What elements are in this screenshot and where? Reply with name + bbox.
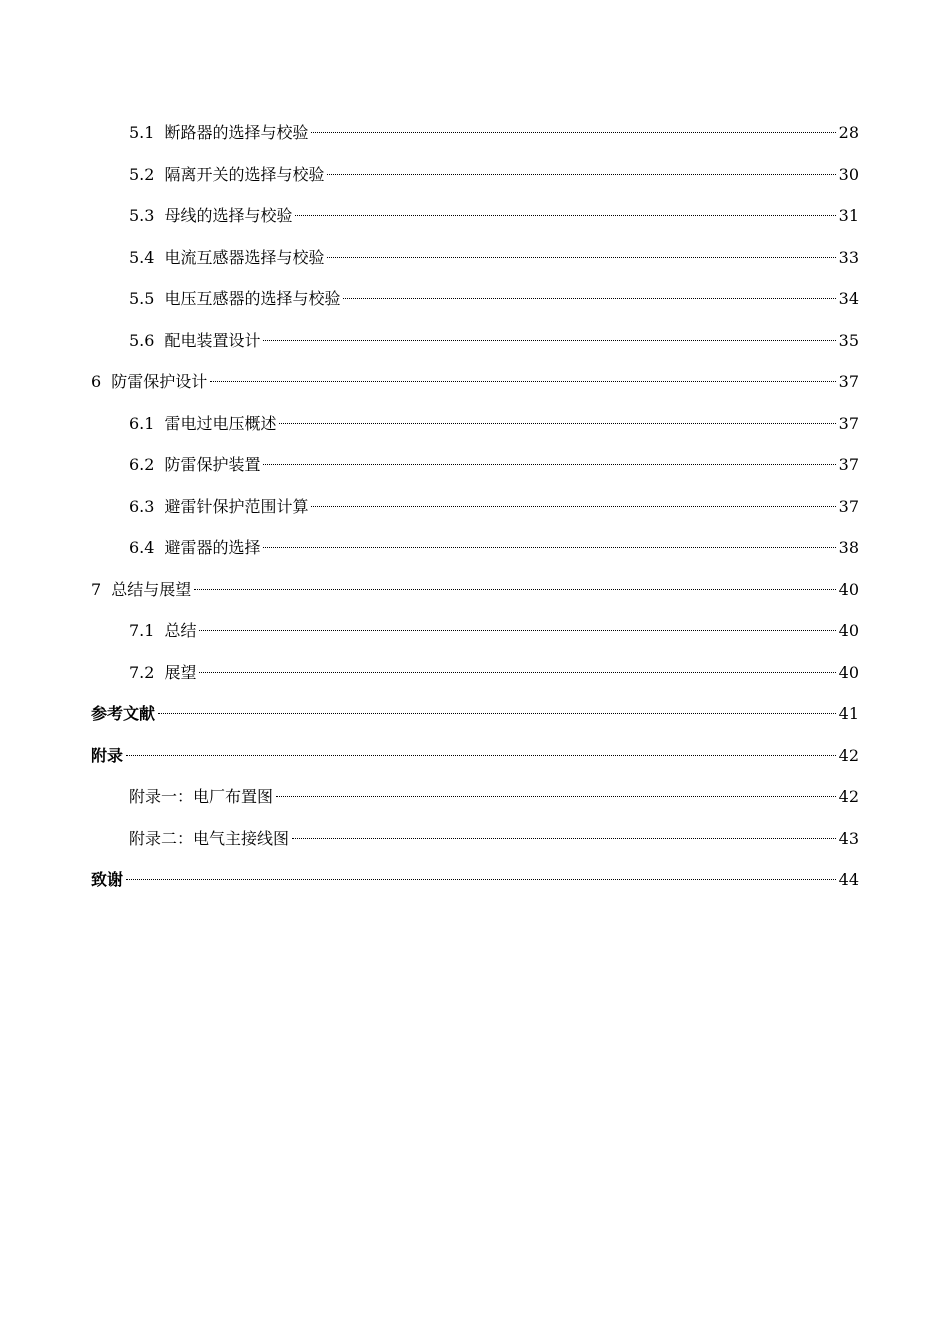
toc-entry-title: 电压互感器的选择与校验 — [164, 289, 341, 308]
toc-entry-title: 断路器的选择与校验 — [164, 123, 309, 142]
toc-entry-page-number: 31 — [838, 206, 859, 225]
toc-dot-leader — [292, 838, 836, 839]
toc-entry[interactable] — [91, 444, 859, 486]
toc-entry-page-number: 37 — [838, 455, 859, 474]
toc-entry-title: 雷电过电压概述 — [164, 413, 277, 433]
toc-entry-title: 致谢 — [91, 870, 124, 889]
toc-entry-page-number: 37 — [838, 496, 859, 516]
toc-entry[interactable] — [91, 569, 859, 611]
toc-entry-title: 电流互感器选择与校验 — [164, 247, 325, 267]
toc-dot-leader — [199, 672, 835, 673]
toc-entry[interactable] — [91, 403, 859, 445]
table-of-contents — [91, 112, 859, 901]
toc-entry[interactable] — [91, 776, 859, 818]
toc-entry-page-number: 37 — [838, 413, 859, 433]
toc-dot-leader — [263, 547, 835, 548]
toc-entry-title: 母线的选择与校验 — [164, 206, 293, 225]
toc-entry-number: 5.4 — [129, 247, 155, 267]
toc-dot-leader — [126, 755, 836, 756]
toc-entry-number: 7 — [91, 579, 102, 599]
toc-entry-number: 5.5 — [129, 289, 155, 308]
toc-entry-page-number: 30 — [838, 164, 859, 184]
toc-dot-leader — [263, 340, 835, 341]
toc-dot-leader — [327, 257, 835, 258]
toc-entry-number: 5.6 — [129, 330, 155, 350]
toc-entry[interactable] — [91, 361, 859, 403]
toc-entry[interactable] — [91, 610, 859, 652]
toc-entry-number: 7.2 — [129, 662, 155, 682]
toc-entry-number: 6.3 — [129, 496, 155, 516]
toc-entry-number: 7.1 — [129, 621, 155, 640]
toc-entry-page-number: 42 — [838, 745, 859, 765]
toc-entry-number: 6.2 — [129, 455, 155, 474]
toc-entry[interactable] — [91, 859, 859, 901]
toc-entry-title: 附录二：电气主接线图 — [129, 828, 290, 848]
toc-entry[interactable] — [91, 320, 859, 362]
toc-dot-leader — [327, 174, 835, 175]
toc-dot-leader — [276, 796, 836, 797]
toc-entry[interactable] — [91, 195, 859, 237]
toc-dot-leader — [279, 423, 835, 424]
toc-entry-number: 6 — [91, 372, 102, 391]
toc-entry-number: 5.1 — [129, 123, 155, 142]
toc-entry-title: 避雷针保护范围计算 — [164, 496, 309, 516]
toc-entry-page-number: 44 — [838, 870, 859, 889]
toc-entry[interactable] — [91, 278, 859, 320]
toc-entry-page-number: 40 — [838, 621, 859, 640]
toc-entry[interactable] — [91, 237, 859, 279]
toc-entry[interactable] — [91, 818, 859, 860]
toc-entry-page-number: 35 — [838, 330, 859, 350]
toc-dot-leader — [343, 298, 835, 299]
toc-entry-title: 隔离开关的选择与校验 — [164, 164, 325, 184]
toc-entry-title: 配电装置设计 — [164, 330, 261, 350]
toc-entry-number: 5.3 — [129, 206, 155, 225]
toc-entry-page-number: 42 — [838, 787, 859, 806]
toc-dot-leader — [158, 713, 836, 714]
toc-entry-title: 总结 — [164, 621, 197, 640]
toc-entry-title: 避雷器的选择 — [164, 538, 261, 557]
toc-entry-title: 防雷保护设计 — [111, 372, 208, 391]
toc-entry-title: 参考文献 — [91, 704, 156, 723]
toc-entry-page-number: 38 — [838, 538, 859, 557]
toc-dot-leader — [210, 381, 835, 382]
toc-entry-number: 6.4 — [129, 538, 155, 557]
toc-entry-page-number: 40 — [838, 579, 859, 599]
toc-entry[interactable] — [91, 154, 859, 196]
toc-entry-page-number: 28 — [838, 123, 859, 142]
toc-dot-leader — [126, 879, 836, 880]
toc-dot-leader — [311, 132, 835, 133]
toc-entry-number: 5.2 — [129, 164, 155, 184]
toc-entry-page-number: 41 — [838, 704, 859, 723]
toc-dot-leader — [199, 630, 835, 631]
toc-entry[interactable] — [91, 652, 859, 694]
toc-entry-title: 防雷保护装置 — [164, 455, 261, 474]
toc-entry-title: 展望 — [164, 662, 197, 682]
toc-dot-leader — [295, 215, 835, 216]
toc-entry-page-number: 33 — [838, 247, 859, 267]
toc-entry[interactable] — [91, 735, 859, 777]
toc-entry-page-number: 40 — [838, 662, 859, 682]
toc-entry-title: 总结与展望 — [111, 579, 192, 599]
toc-entry-title: 附录 — [91, 745, 124, 765]
toc-entry[interactable] — [91, 112, 859, 154]
toc-entry-page-number: 43 — [838, 828, 859, 848]
toc-dot-leader — [311, 506, 835, 507]
toc-entry-number: 6.1 — [129, 413, 155, 433]
toc-entry-title: 附录一：电厂布置图 — [129, 787, 274, 806]
toc-entry[interactable] — [91, 527, 859, 569]
toc-entry[interactable] — [91, 486, 859, 528]
toc-dot-leader — [263, 464, 835, 465]
toc-entry-page-number: 34 — [838, 289, 859, 308]
toc-entry-page-number: 37 — [838, 372, 859, 391]
toc-entry[interactable] — [91, 693, 859, 735]
toc-dot-leader — [194, 589, 835, 590]
